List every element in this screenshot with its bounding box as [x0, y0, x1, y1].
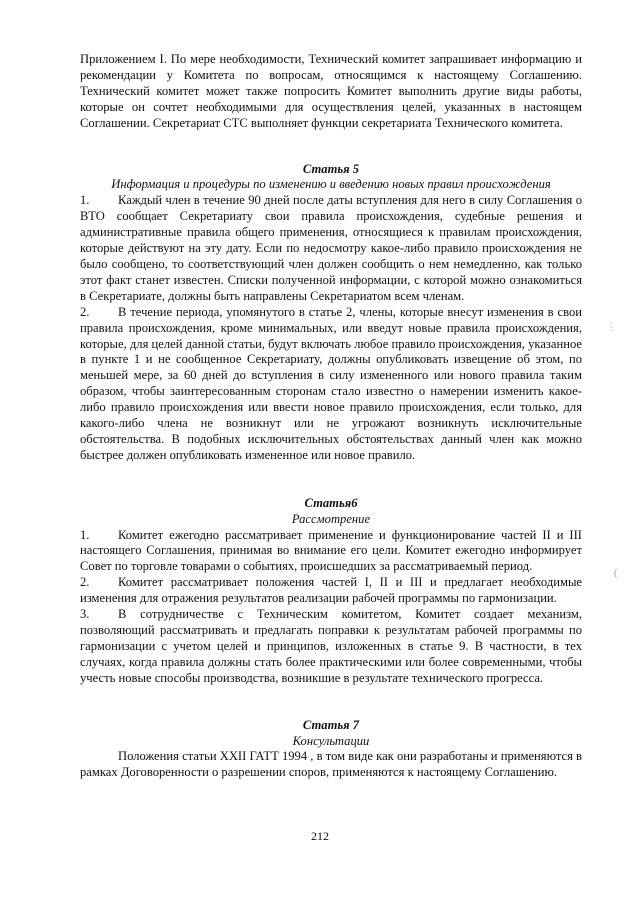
item-text: Каждый член в течение 90 дней после даты вступления для него в силу Соглашения о ВТО сообщает Секретариату свои правила происхождения, судебные решения и административные правила общего применения, относящиеся к правилам происхождения, которые действуют на эту дату. Если по недосмотру какое-либо правило происхождения не было сообщено, то соответствующий член должен сообщить о нем немедленно, как только этот факт станет известен. Списки полученной информации, с которой можно ознакомиться в Секретариате, должны быть направлены Секретариатом всем членам. — [80, 193, 582, 303]
item-number: 1. — [80, 193, 90, 208]
article-6-section — [80, 496, 582, 687]
article-7-heading: Статья 7 — [302, 717, 360, 732]
article-5-subheading: Информация и процедуры по изменению и введению новых правил происхождения — [111, 177, 551, 192]
item-text: Комитет рассматривает положения частей I, II и III и предлагает необходимые изменения для отражения результатов реализации рабочей программы по гармонизации. — [80, 575, 582, 606]
article-7-section — [80, 718, 582, 782]
article-5-section — [80, 162, 582, 464]
article-7-paragraph: Положения статьи XXII ГАТТ 1994 , в том виде как они разработаны и применяются в рамках Договоренности о разрешении споров, применяются к настоящему Соглашению. — [80, 749, 582, 780]
item-number: 2. — [80, 575, 90, 590]
article-5-item-2 — [80, 305, 582, 464]
scan-speck-mark: ⋮ — [606, 322, 616, 333]
article-6-item-2 — [80, 575, 582, 607]
text-column — [80, 52, 582, 781]
scan-speck-mark: ( — [614, 568, 618, 579]
article-6-item-1 — [80, 528, 582, 576]
page-number: 212 — [311, 829, 329, 843]
article-7-subheading: Консультации — [292, 733, 370, 748]
intro-paragraph: Приложением I. По мере необходимости, Технический комитет запрашивает информацию и рекомендации у Комитета по вопросам, относящимся к настоящему Соглашению. Технический комитет может также попросить Комитет выполнить другие виды работы, которые он сочтет необходимыми для осуществления целей, указанных в настоящем Соглашении. Секретариат СТС выполняет функции секретариата Технического комитета. — [80, 52, 582, 130]
item-text: В сотрудничестве с Техническим комитетом, Комитет создает механизм, позволяющий рассматривать и предлагать поправки к результатам рабочей программы по гармонизации с учетом целей и принципов, изложенных в статье 9. В частности, в тех случаях, когда правила должны стать более практическими или более современными, чтобы учесть новые способы производства, возникшие в результате технического прогресса. — [80, 607, 582, 685]
article-6-subheading: Рассмотрение — [291, 511, 371, 526]
article-6-item-3 — [80, 607, 582, 687]
article-5-heading: Статья 5 — [302, 161, 360, 176]
article-5-item-1 — [80, 193, 582, 304]
article-6-heading: Статья6 — [304, 495, 358, 510]
item-number: 3. — [80, 607, 90, 622]
item-text: В течение периода, упомянутого в статье 2, члены, которые внесут изменения в свои правила происхождения, кроме минимальных, или введут новые правила происхождения, которые, для целей данной статьи, будут включать любое правило происхождения, указанное в пункте 1 и не сообщенное Секретариату, должны опубликовать извещение об этом, по меньшей мере, за 60 дней до вступления в силу измененного или нового правила таким образом, чтобы заинтересованным сторонам стало известно о намерении изменить какое-либо правило происхождения или ввести новое правило происхождения, если только, для какого-либо члена не возникнут или не угрожают возникнуть исключительные обстоятельства. В подобных исключительных обстоятельствах данный член как можно быстрее должен опубликовать измененное или новое правило. — [80, 304, 582, 462]
item-number: 1. — [80, 527, 90, 542]
item-text: Комитет ежегодно рассматривает применение и функционирование частей II и III настоящего Соглашения, принимая во внимание его цели. Комитет ежегодно информирует Совет по торговле товарами о событиях, происшедших за рассматриваемый период. — [80, 527, 582, 574]
item-number: 2. — [80, 304, 90, 319]
